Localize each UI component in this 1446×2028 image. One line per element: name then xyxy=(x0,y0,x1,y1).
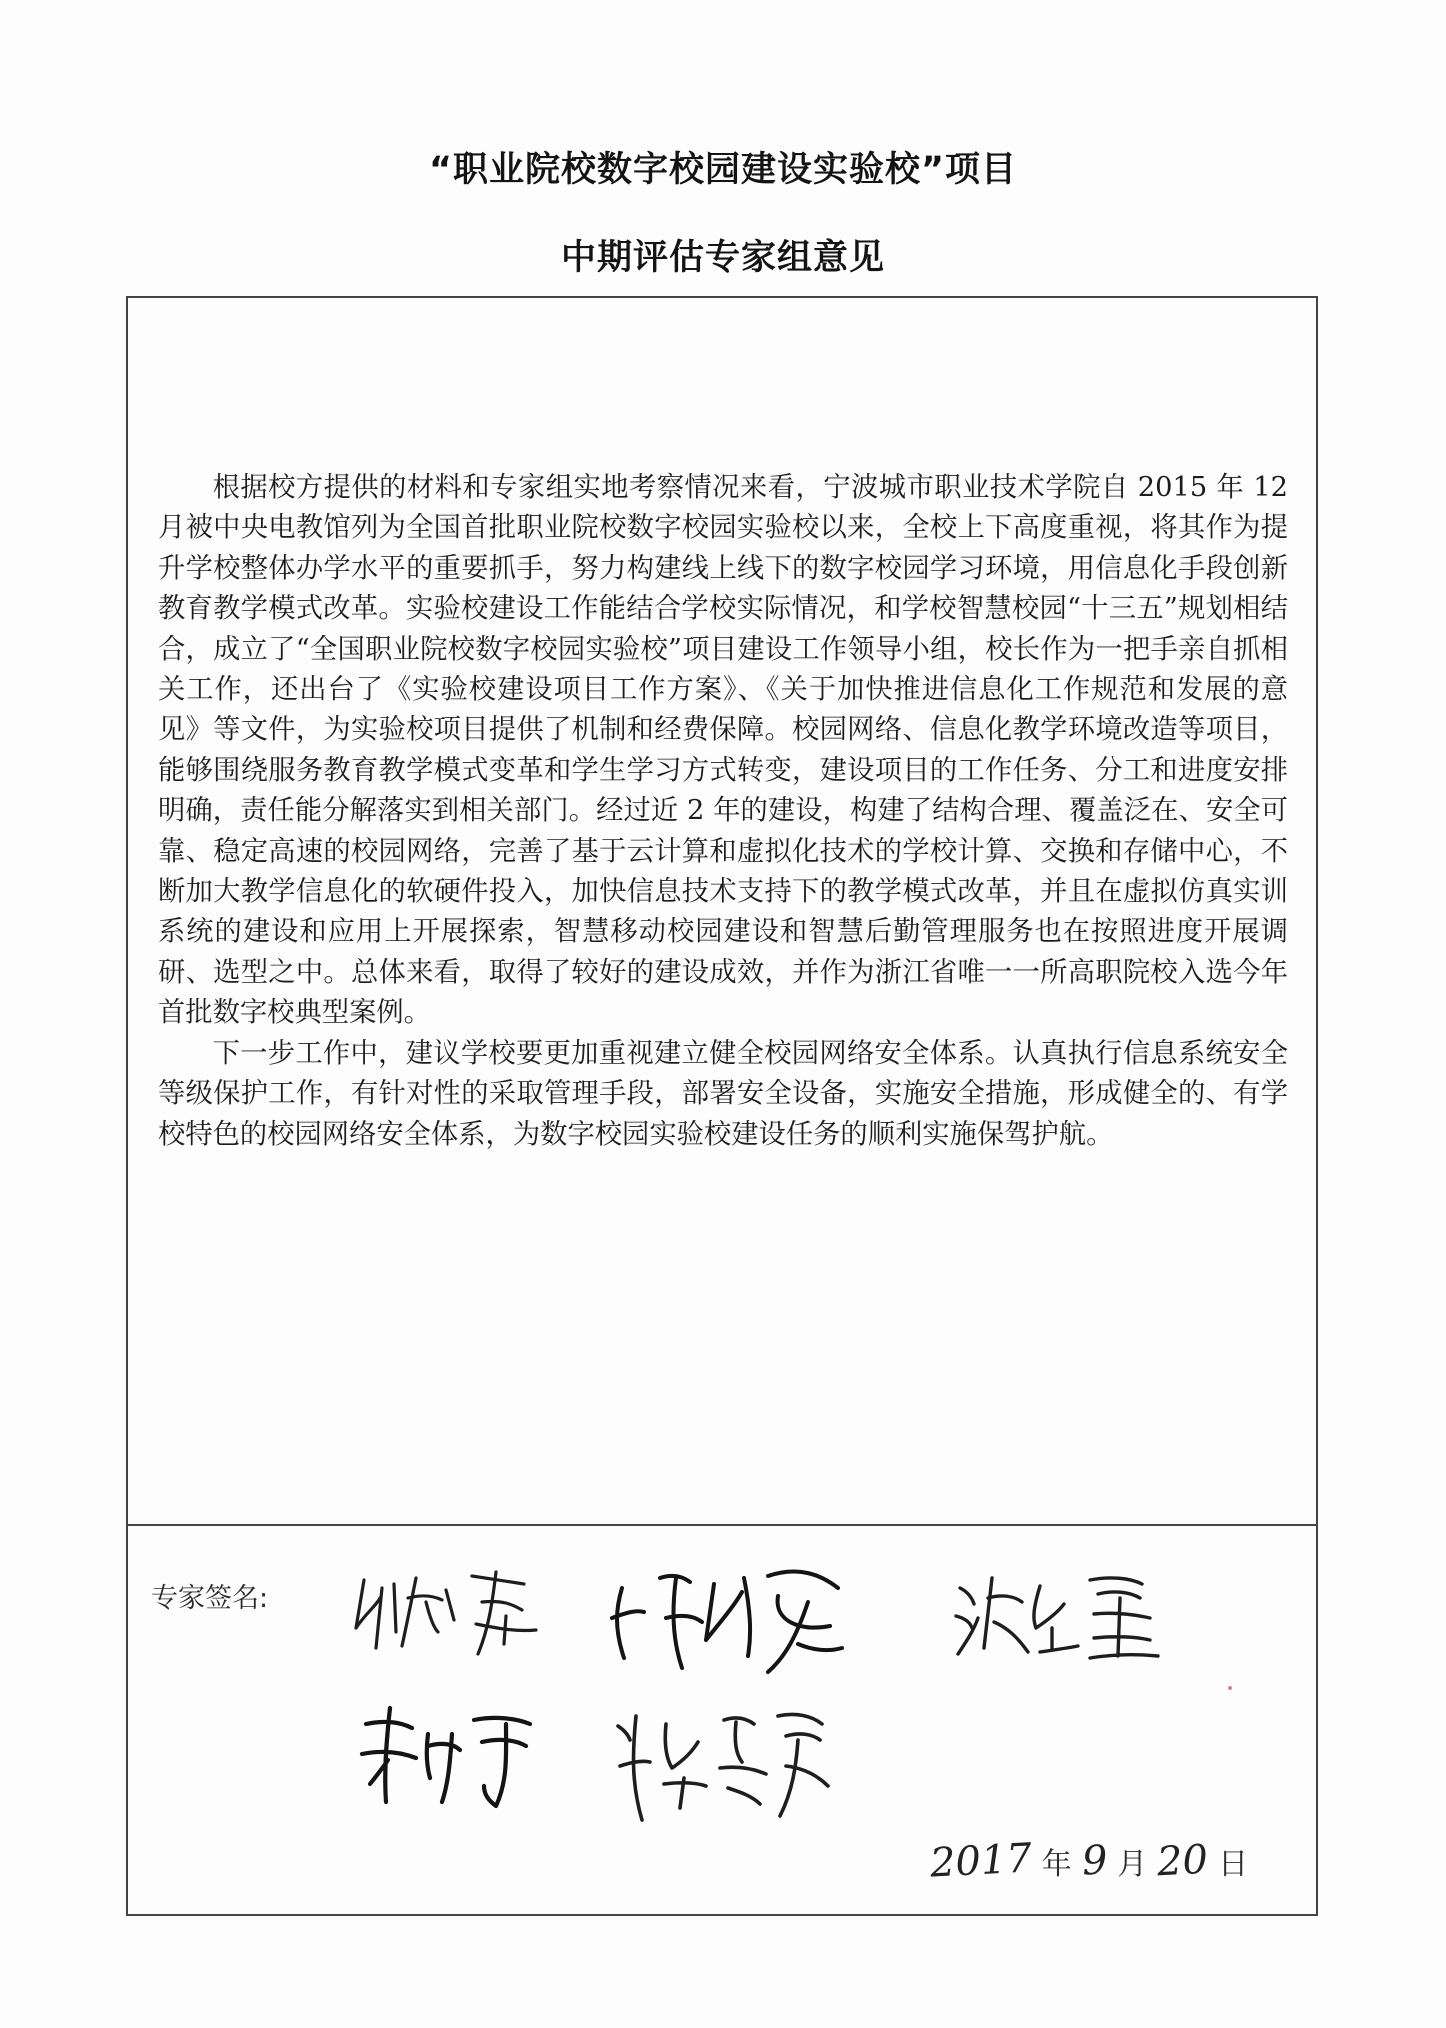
date-day: 20 xyxy=(1156,1836,1210,1886)
date-year-unit: 年 xyxy=(1041,1847,1072,1882)
date-year: 2017 xyxy=(928,1835,1033,1887)
signing-date xyxy=(920,1835,1249,1887)
opinion-paragraph-1: 根据校方提供的材料和专家组实地考察情况来看，宁波城市职业技术学院自 2015 年 12 月被中央电教馆列为全国首批职业院校数字校园实验校以来，全校上下高度重视，将其作为提升学校整体办学水平的重要抓手，努力构建线上线下的数字校园学习环境，用信息化手段创新教育教学模式改革。实验校建设工作能结合学校实际情况，和学校智慧校园“十三五”规划相结合，成立了“全国职业院校数字校园实验校”项目建设工作领导小组，校长作为一把手亲自抓相关工作，还出台了《实验校建设项目工作方案》、《关于加快推进信息化工作规范和发展的意见》等文件，为实验校项目提供了机制和经费保障。校园网络、信息化教学环境改造等项目，能够围绕服务教育教学模式变革和学生学习方式转变，建设项目的工作任务、分工和进度安排明确，责任能分解落实到相关部门。经过近 2 年的建设，构建了结构合理、覆盖泛在、安全可靠、稳定高速的校园网络，完善了基于云计算和虚拟化技术的学校计算、交换和存储中心，不断加大教学信息化的软硬件投入，加快信息技术支持下的教学模式改革，并且在虚拟仿真实训系统的建设和应用上开展探索，智慧移动校园建设和智慧后勤管理服务也在按照进度开展调研、选型之中。总体来看，取得了较好的建设成效，并作为浙江省唯一一所高职院校入选今年首批数字校典型案例。 xyxy=(158,472,1289,1029)
signature-5 xyxy=(606,1696,836,1826)
opinion-body xyxy=(158,468,1288,1155)
date-day-unit: 日 xyxy=(1218,1847,1249,1882)
document-title: “职业院校数字校园建设实验校”项目 xyxy=(428,150,1017,190)
ink-speck xyxy=(1228,1686,1232,1690)
signature-label: 专家签名: xyxy=(151,1583,269,1614)
date-month: 9 xyxy=(1080,1837,1109,1885)
signature-3 xyxy=(944,1558,1164,1668)
opinion-frame xyxy=(126,296,1318,1916)
document-subtitle: 中期评估专家组意见 xyxy=(560,238,885,278)
date-month-unit: 月 xyxy=(1117,1847,1148,1882)
signature-1 xyxy=(346,1558,546,1668)
section-divider xyxy=(128,1524,1316,1526)
opinion-paragraph-2: 下一步工作中，建议学校要更加重视建立健全校园网络安全体系。认真执行信息系统安全等级保护工作，有针对性的采取管理手段，部署安全设备，实施安全措施，形成健全的、有学校特色的校园网络安全体系，为数字校园实验校建设任务的顺利实施保驾护航。 xyxy=(158,1037,1288,1150)
signature-2 xyxy=(602,1548,852,1678)
signature-4 xyxy=(356,1694,556,1814)
